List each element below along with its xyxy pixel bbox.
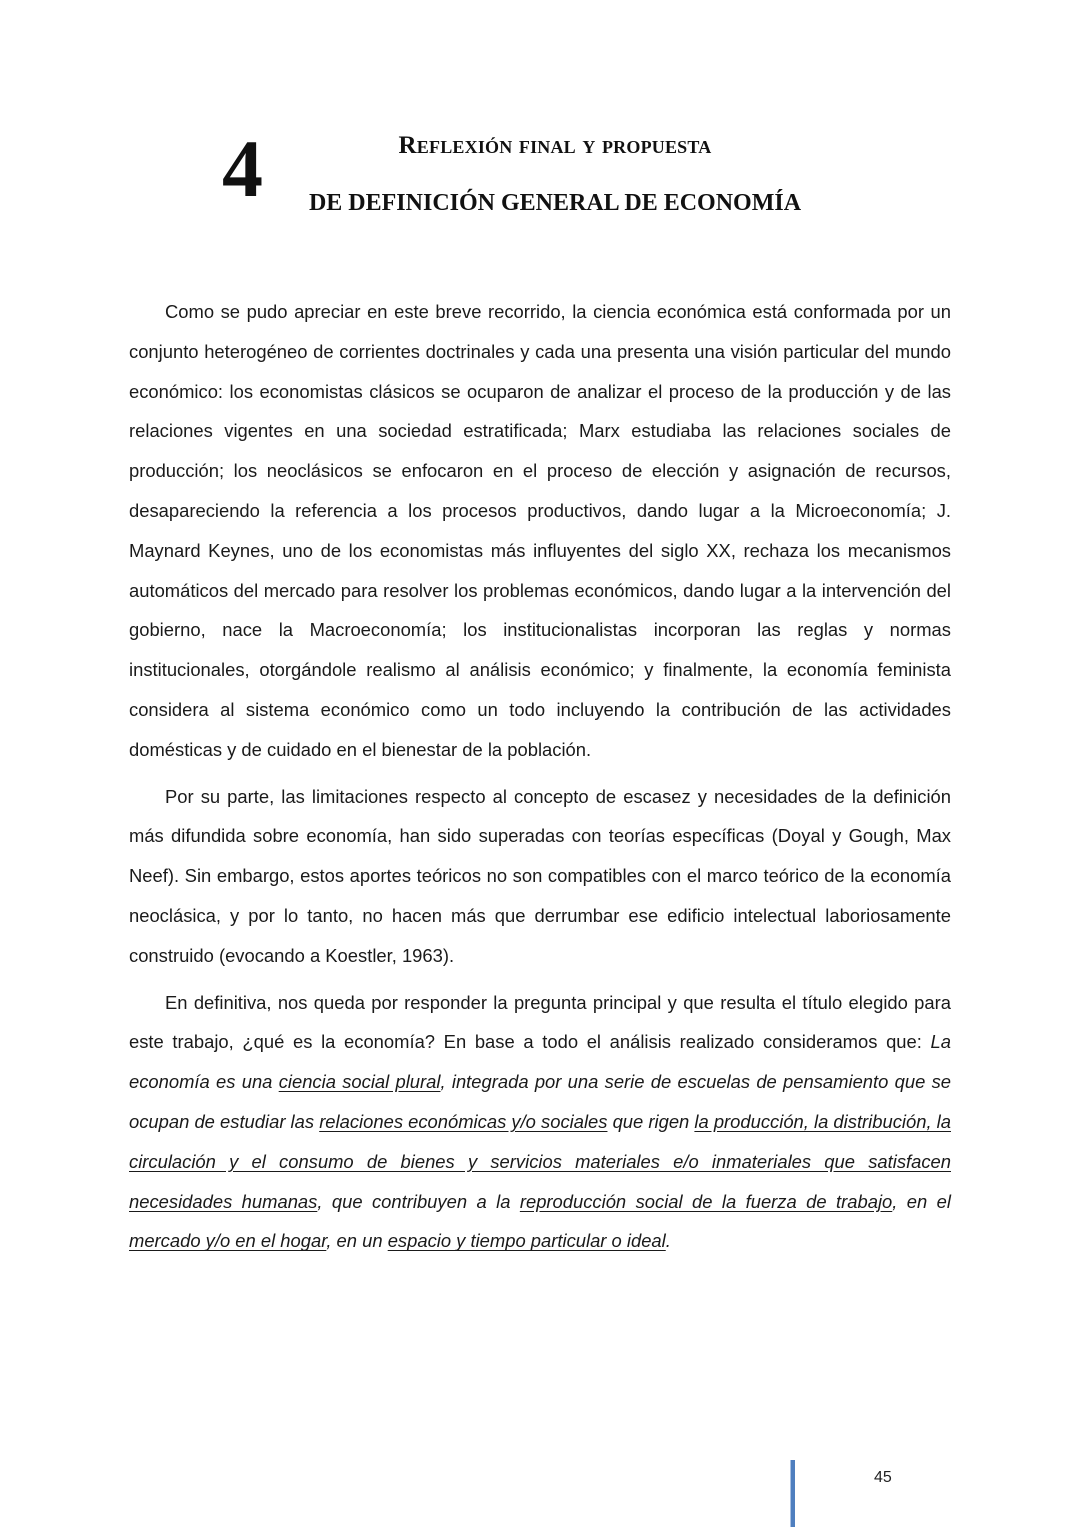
chapter-title-line1: Reflexión final y propuesta <box>398 132 712 159</box>
definition-part: La economía es una <box>129 1031 951 1093</box>
underlined-term: relaciones económicas y/o sociales <box>319 1110 608 1132</box>
definition-part: . <box>665 1230 671 1252</box>
paragraph-limitations: Por su parte, las limitaciones respecto al concepto de escasez y necesidades de la definición más difundida sobre economía, han sido superadas con teorías específicas (Doyal y Gough, Max Neef). Sin embargo, estos aportes teóricos no son compatibles con el marco teórico de la economía neoclásica, y por lo tanto, no hacen más que derrumbar ese edificio intelectual laboriosamente construido (evocando a Koestler, 1963). <box>129 785 951 966</box>
definition-part: , en un <box>326 1230 388 1252</box>
footer-divider-bar <box>790 1460 795 1527</box>
body-text <box>129 292 951 1268</box>
chapter-title-line2: DE DEFINICIÓN GENERAL DE ECONOMÍA <box>308 190 802 216</box>
chapter-number: 4 <box>222 123 263 214</box>
underlined-term: reproducción social de la fuerza de trabajo <box>519 1190 893 1212</box>
underlined-term: mercado y/o en el hogar <box>129 1230 327 1252</box>
chapter-heading <box>300 132 810 217</box>
definition-part: que rigen <box>607 1110 695 1132</box>
underlined-term: espacio y tiempo particular o ideal <box>387 1230 666 1252</box>
page-number: 45 <box>874 1469 892 1486</box>
definition-part: , en el <box>892 1190 951 1212</box>
underlined-term: ciencia social plural <box>278 1071 441 1093</box>
definition-text <box>129 1031 951 1251</box>
definition-part: , integrada por una serie de escuelas de pensamiento que se ocupan de estudiar las <box>129 1071 952 1132</box>
paragraph-schools-summary: Como se pudo apreciar en este breve recorrido, la ciencia económica está conformada por un conjunto heterogéneo de corrientes doctrinales y cada una presenta una visión particular del mundo económico: los economistas clásicos se ocuparon de analizar el proceso de la producción y de las relaciones vigentes en una sociedad estratificada; Marx estudiaba las relaciones sociales de producción; los neoclásicos se enfocaron en el proceso de elección y asignación de recursos, desapareciendo la referencia a los procesos productivos, dando lugar a la Microeconomía; J. Maynard Keynes, uno de los economistas más influyentes del siglo XX, rechaza los mecanismos automáticos del mercado para resolver los problemas económicos, dando lugar a la intervención del gobierno, nace la Macroeconomía; los institucionalistas incorporan las reglas y normas institucionales, otorgándole realismo al análisis económico; y finalmente, la economía feminista considera al sistema económico como un todo incluyendo la contribución de las actividades domésticas y de cuidado en el bienestar de la población. <box>129 301 951 760</box>
definition-intro: En definitiva, nos queda por responder la pregunta principal y que resulta el título elegido para este trabajo, ¿qué es la economía? En base a todo el análisis realizado consideramos que: <box>129 991 951 1053</box>
definition-part: , que contribuyen a la <box>317 1190 520 1212</box>
underlined-term: la producción, la distribución, la circulación y el consumo de bienes y servicios materiales e/o inmateriales que satisfacen necesidades humanas <box>129 1110 951 1212</box>
paragraph-definition <box>129 983 951 1262</box>
